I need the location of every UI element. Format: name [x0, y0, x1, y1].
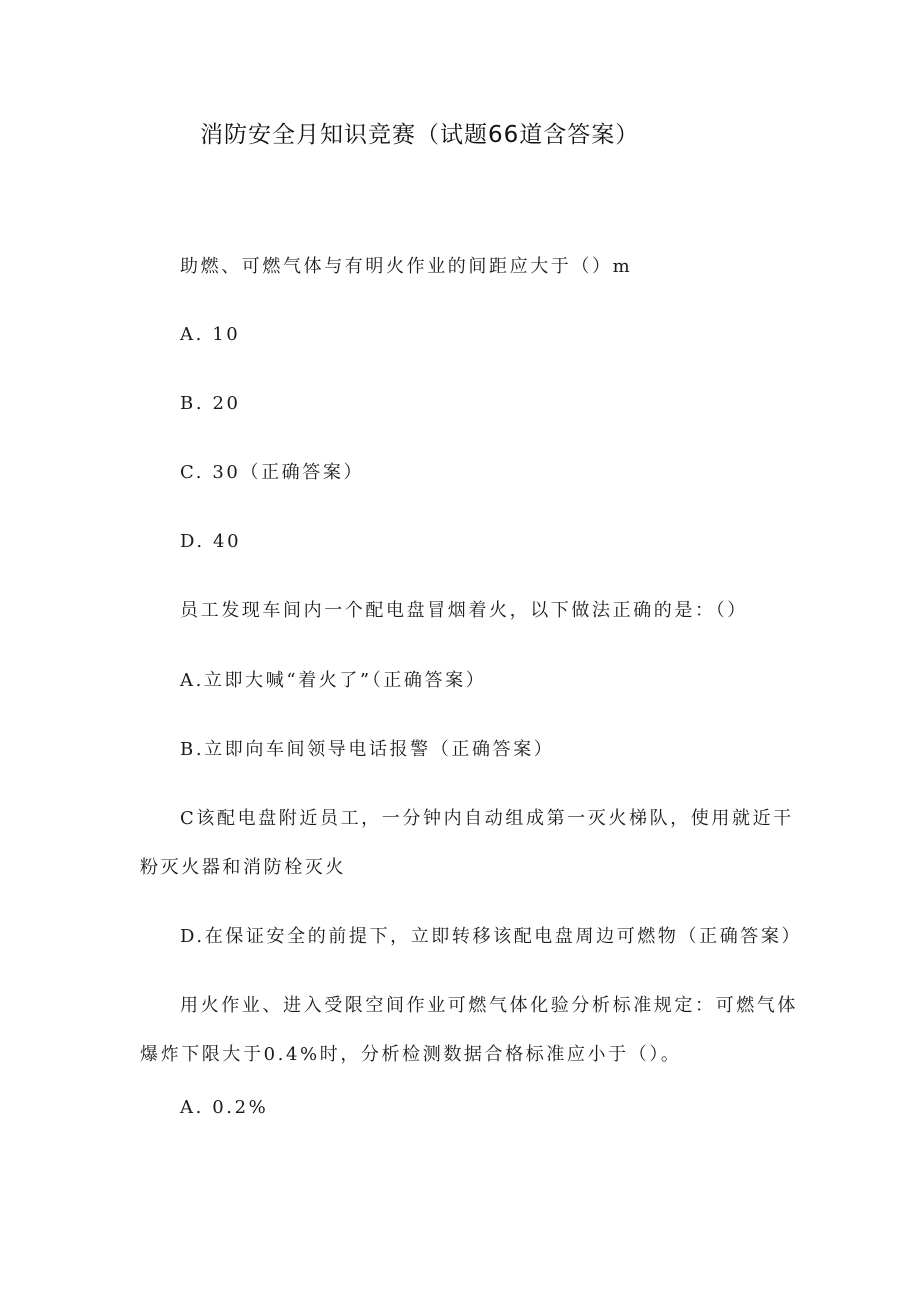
question-2-option-d: D.在保证安全的前提下，立即转移该配电盘周边可燃物（正确答案） — [180, 926, 803, 947]
question-1-option-b: B. 20 — [180, 393, 241, 414]
question-1-stem: 助燃、可燃气体与有明火作业的间距应大于（）m — [180, 256, 633, 277]
question-2-option-c-line2: 粉灭火器和消防栓灭火 — [140, 857, 346, 878]
question-2-stem: 员工发现车间内一个配电盘冒烟着火，以下做法正确的是：（） — [180, 600, 748, 621]
question-2-option-c-line1: C该配电盘附近员工，一分钟内自动组成第一灭火梯队，使用就近干 — [180, 808, 794, 829]
question-1-option-a: A. 10 — [180, 324, 241, 345]
question-3-option-a: A. 0.2% — [180, 1097, 269, 1118]
question-2-option-b: B.立即向车间领导电话报警（正确答案） — [180, 739, 555, 760]
document-title: 消防安全月知识竞赛（试题66道含答案） — [200, 122, 640, 148]
question-1-option-d: D. 40 — [180, 531, 242, 552]
question-3-stem-line2: 爆炸下限大于0.4%时，分析检测数据合格标准应小于（）。 — [140, 1044, 682, 1065]
question-2-option-a: A.立即大喊“着火了”（正确答案） — [180, 670, 487, 691]
question-1-option-c: C. 30（正确答案） — [180, 462, 365, 483]
question-3-stem-line1: 用火作业、进入受限空间作业可燃气体化验分析标准规定：可燃气体 — [180, 995, 798, 1016]
